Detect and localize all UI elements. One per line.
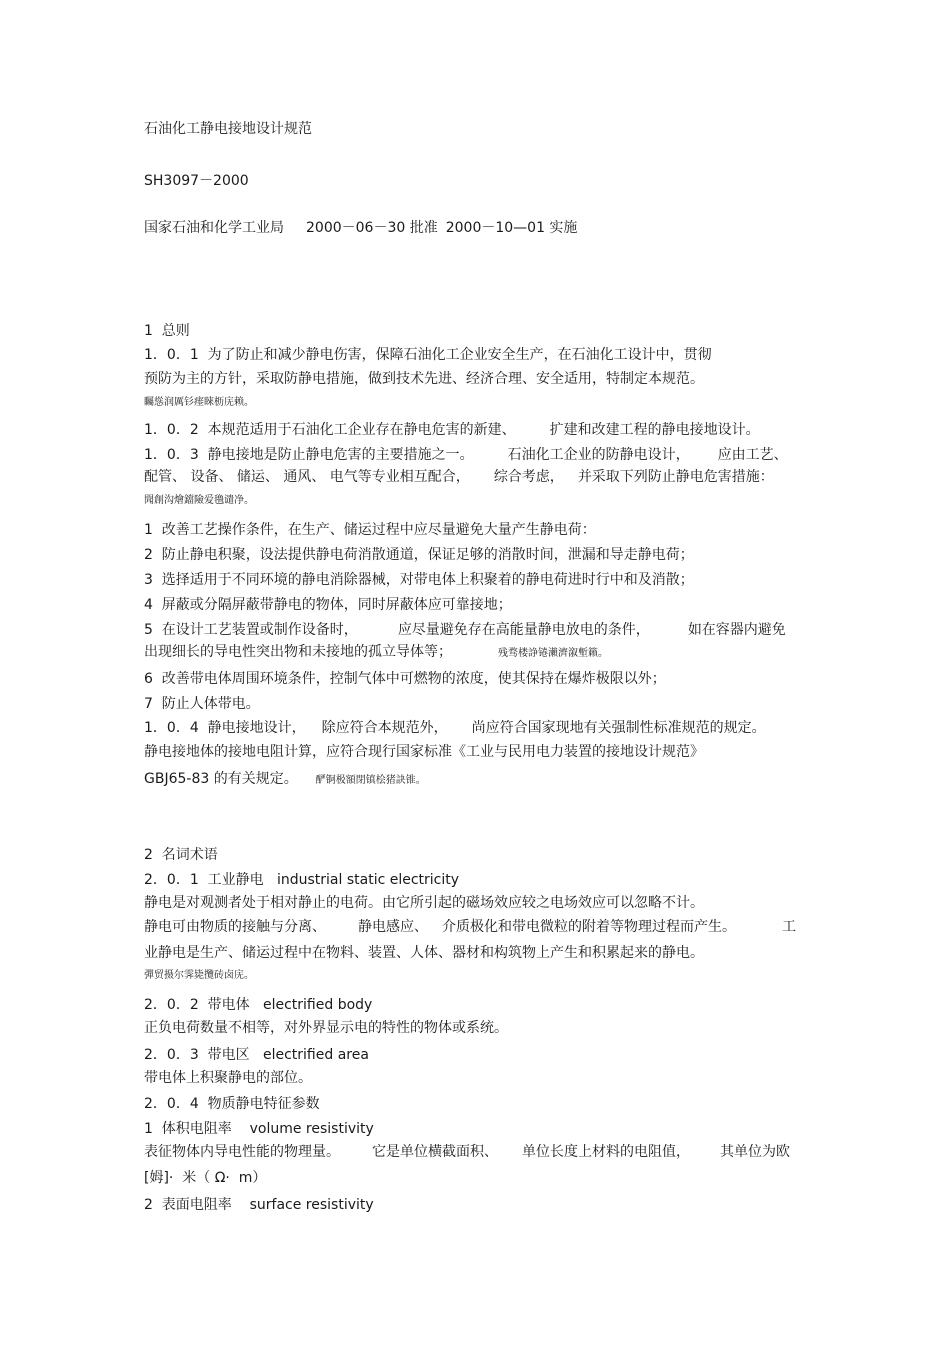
document-title: 石油化工静电接地设计规范 [144,121,312,137]
term-2-0-1-line-1: 静电是对观测者处于相对静止的电荷。由它所引起的磁场效应较之电场效应可以忽略不计。 [144,895,704,911]
term-2-0-4-item-2: 2 表面电阻率 surface resistivity [144,1197,374,1213]
clause-1-0-2-part-2: 扩建和改建工程的静电接地设计。 [549,422,760,438]
term-2-0-1-part-4: 工 [782,919,796,935]
term-2-0-4-part-1: 表征物体内导电性能的物理量。 [144,1144,340,1160]
implement-date: 2000－10—01 实施 [445,220,578,236]
term-2-0-2: 2．0．2 带电体 electrified body [144,997,373,1013]
section-2-heading: 2 名词术语 [144,847,218,863]
term-2-0-4-part-2: 它是单位横截面积、 [372,1144,498,1160]
term-2-0-4-item-1-line-2: [姆]· 米（ Ω· m） [144,1170,267,1186]
clause-1-0-3-part-4: 配管、 设备、 储运、 通风、 电气等专业相互配合， [144,469,470,485]
term-2-0-4-item-1-line-1 [144,1143,790,1161]
term-2-0-1-note: 彈贸摄尔霁毙攬砖卤庑。 [144,970,254,981]
measure-7: 7 防止人体带电。 [144,696,260,712]
term-2-0-2-definition: 正负电荷数量不相等，对外界显示电的特性的物体或系统。 [144,1020,508,1036]
measure-2: 2 防止静电积聚，设法提供静电荷消散通道，保证足够的消散时间，泄漏和导走静电荷； [144,547,694,563]
measure-4: 4 屏蔽或分隔屏蔽带静电的物体，同时屏蔽体应可靠接地； [144,597,512,613]
clause-1-0-3-part-6: 并采取下列防止静电危害措施： [577,469,774,485]
clause-1-0-3-part-5: 综合考虑， [493,469,564,485]
measure-5-part-4: 出现细长的导电性突出物和未接地的孤立导体等； [144,644,452,660]
measure-5-note: 残骛楼諍锩瀨濟溆塹籟。 [498,648,608,659]
measure-5-line-2 [144,643,608,661]
clause-1-0-3-part-3: 应由工艺、 [717,447,788,463]
term-2-0-1-line-2 [144,918,796,936]
measure-5-part-1: 5 在设计工艺装置或制作设备时， [144,622,358,638]
term-2-0-4-part-3: 单位长度上材料的电阻值， [522,1144,690,1160]
term-2-0-4-item-1: 1 体积电阻率 volume resistivity [144,1121,374,1137]
measure-3: 3 选择适用于不同环境的静电消除器械，对带电体上积聚着的静电荷进时行中和及消散； [144,572,694,588]
standard-code: SH3097－2000 [144,173,249,189]
clause-1-0-4-part-2: 除应符合本规范外， [321,720,448,736]
clause-1-0-4-part-3: 尚应符合国家现地有关强制性标准规范的规定。 [471,720,766,736]
clause-1-0-3-line-1 [144,446,788,464]
clause-1-0-3-part-1: 1．0．3 静电接地是防止静电危害的主要措施之一。 [144,447,474,463]
clause-1-0-1-line-1: 1．0．1 为了防止和减少静电伤害，保障石油化工企业安全生产，在石油化工设计中，贯彻 [144,347,712,363]
section-1-heading: 1 总则 [144,323,190,339]
term-2-0-4-part-4: 其单位为欧 [720,1144,790,1160]
approve-date: 2000－06－30 批准 [306,220,438,236]
clause-1-0-2 [144,421,760,439]
measure-5-line-1 [144,621,786,639]
clause-1-0-4-part-1: 1．0．4 静电接地设计， [144,720,306,736]
clause-1-0-1-line-2: 预防为主的方针，采取防静电措施，做到技术先进、经济合理、安全适用，特制定本规范。 [144,371,704,387]
clause-1-0-3-note: 聞創沟燴鐺險爱氇谴净。 [144,495,254,506]
term-2-0-1: 2．0．1 工业静电 industrial static electricity [144,872,460,888]
measure-6: 6 改善带电体周围环境条件，控制气体中可燃物的浓度，使其保持在爆炸极限以外； [144,671,666,687]
clause-1-0-4-line-2: 静电接地体的接地电阻计算，应符合现行国家标准《工业与民用电力装置的接地设计规范》 [144,744,704,760]
clause-1-0-3-line-2 [144,468,774,486]
clause-1-0-4-note: 酽锕极額閉镇桧猪訣锥。 [315,775,426,786]
measure-5-part-3: 如在容器内避免 [687,622,786,638]
term-2-0-1-line-3: 业静电是生产、储运过程中在物料、装置、人体、器材和构筑物上产生和积累起来的静电。 [144,945,704,961]
term-2-0-4: 2．0．4 物质静电特征参数 [144,1096,320,1112]
term-2-0-1-part-1: 静电可由物质的接触与分离、 [144,919,326,935]
issuer-line [144,219,577,237]
clause-1-0-1-note: 矚慫润厲钐瘗睞枥庑赖。 [144,397,254,408]
term-2-0-1-part-3: 介质极化和带电微粒的附着等物理过程而产生。 [442,919,736,935]
clause-1-0-4-line-3 [144,770,426,788]
clause-1-0-2-part-1: 1．0．2 本规范适用于石油化工企业存在静电危害的新建、 [144,422,516,438]
issuer-org: 国家石油和化学工业局 [144,220,284,236]
clause-1-0-4-line-1 [144,719,766,737]
measure-1: 1 改善工艺操作条件，在生产、储运过程中应尽量避免大量产生静电荷： [144,522,596,538]
measure-5-part-2: 应尽量避免存在高能量静电放电的条件， [397,622,650,638]
term-2-0-3-definition: 带电体上积聚静电的部位。 [144,1070,312,1086]
term-2-0-1-part-2: 静电感应、 [358,919,428,935]
clause-1-0-4-part-4: GBJ65-83 的有关规定。 [144,771,298,787]
term-2-0-3: 2．0．3 带电区 electrified area [144,1047,369,1063]
clause-1-0-3-part-2: 石油化工企业的防静电设计， [507,447,690,463]
